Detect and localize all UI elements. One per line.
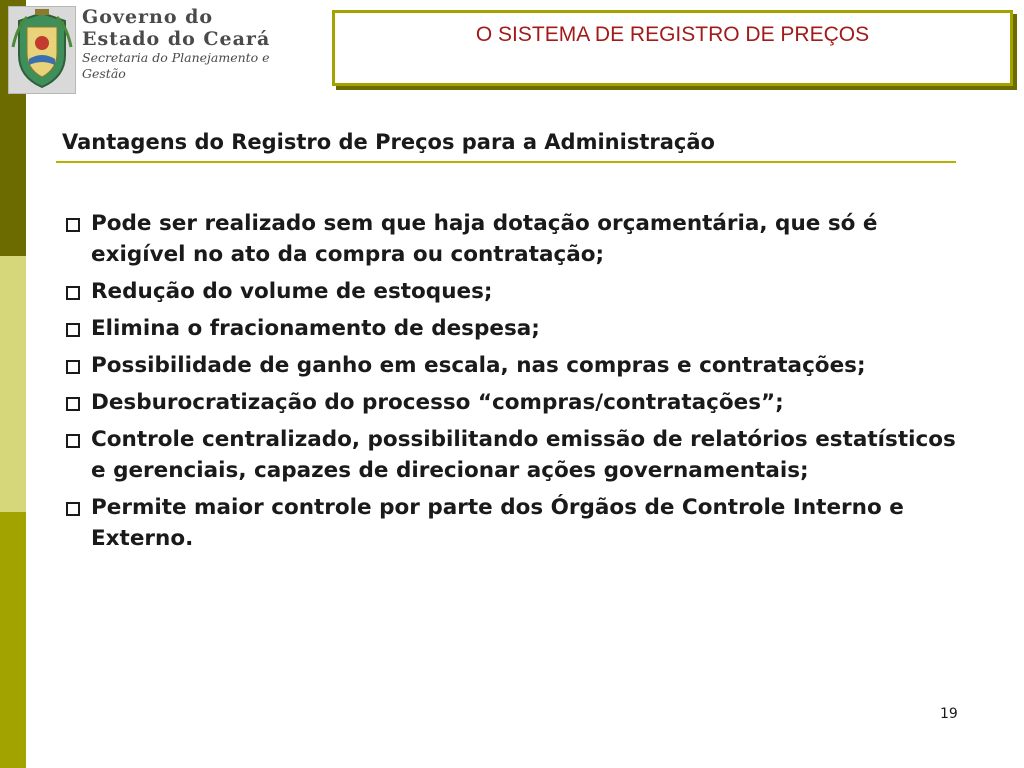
square-bullet-icon — [66, 434, 80, 448]
square-bullet-icon — [66, 397, 80, 411]
slide-title: O SISTEMA DE REGISTRO DE PREÇOS — [475, 23, 870, 46]
left-decorative-bar — [0, 0, 26, 768]
org-name-line1: Governo do — [82, 6, 214, 28]
list-item — [62, 492, 962, 554]
list-item — [62, 208, 962, 270]
square-bullet-icon — [66, 360, 80, 374]
list-item — [62, 276, 962, 307]
list-item-text: Permite maior controle por parte dos Órgãos de Controle Interno e Externo. — [91, 495, 904, 551]
heading-underline — [56, 161, 956, 163]
list-item — [62, 313, 962, 344]
page-number: 19 — [940, 706, 958, 722]
list-item — [62, 424, 962, 486]
title-frame — [332, 10, 1013, 86]
square-bullet-icon — [66, 323, 80, 337]
department-line1: Secretaria do Planejamento e — [82, 50, 270, 65]
org-name-line2: Estado do Ceará — [82, 28, 271, 50]
list-item-text: Desburocratização do processo “compras/contratações”; — [91, 390, 784, 415]
list-item — [62, 350, 962, 381]
bar-segment-mid — [0, 512, 26, 768]
bullet-list — [62, 208, 962, 560]
list-item-text: Controle centralizado, possibilitando emissão de relatórios estatísticos e gerenciais, capazes de direcionar ações governamentais; — [91, 427, 956, 483]
list-item-text: Elimina o fracionamento de despesa; — [91, 316, 540, 341]
government-header-text — [82, 6, 270, 82]
department-line2: Gestão — [82, 66, 126, 81]
section-heading: Vantagens do Registro de Preços para a Administração — [62, 130, 715, 154]
list-item-text: Possibilidade de ganho em escala, nas compras e contratações; — [91, 353, 866, 378]
square-bullet-icon — [66, 286, 80, 300]
list-item — [62, 387, 962, 418]
square-bullet-icon — [66, 502, 80, 516]
list-item-text: Redução do volume de estoques; — [91, 279, 493, 304]
state-coat-of-arms-logo — [8, 6, 76, 94]
list-item-text: Pode ser realizado sem que haja dotação orçamentária, que só é exigível no ato da compra ou contratação; — [91, 211, 878, 267]
square-bullet-icon — [66, 218, 80, 232]
bar-segment-light — [0, 256, 26, 512]
